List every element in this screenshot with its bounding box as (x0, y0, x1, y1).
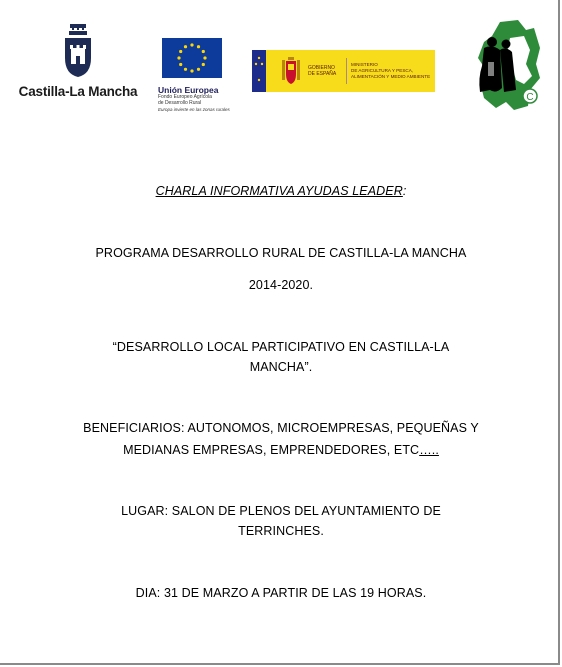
ministerio-line1: MINISTERIO (351, 62, 378, 67)
program-line-2: 2014-2020. (248, 278, 314, 292)
eu-flag-icon (162, 38, 222, 78)
spain-coat-of-arms-icon (280, 56, 302, 86)
lugar-line-1: LUGAR: SALON DE PLENOS DEL AYUNTAMIENTO DE (121, 504, 441, 518)
union-europea-logo (158, 38, 230, 114)
dlp-line-2: MANCHA”. (249, 360, 313, 374)
ministerio-line3: ALIMENTACIÓN Y MEDIO AMBIENTE (351, 74, 431, 79)
beneficiarios-ellipsis: ….. (419, 443, 439, 457)
clm-logo-text: Castilla-La Mancha (18, 84, 138, 99)
group-letter: C (526, 92, 534, 103)
gobierno-text (308, 65, 342, 77)
program-line-1: PROGRAMA DESARROLLO RURAL DE CASTILLA-LA MANCHA (95, 246, 467, 260)
eu-stripe (252, 50, 266, 92)
beneficiarios-line-2 (0, 443, 562, 457)
beneficiarios-line-1: BENEFICIARIOS: AUTONOMOS, MICROEMPRESAS, PEQUEÑAS Y (83, 421, 479, 435)
ministerio-line2: DE AGRICULTURA Y PESCA, (351, 68, 414, 73)
title-text: CHARLA INFORMATIVA AYUDAS LEADER (155, 184, 403, 198)
title-colon: : (402, 184, 407, 198)
eu-motto: Europa invierte en las zonas rurales (158, 107, 230, 112)
logo-divider (346, 58, 347, 84)
castilla-la-mancha-logo (18, 24, 138, 104)
lugar-line-2: TERRINCHES. (238, 524, 324, 538)
ministerio-text (351, 62, 430, 80)
region-figures-icon (470, 18, 542, 113)
local-group-logo (470, 18, 542, 113)
castle-emblem-icon (61, 24, 95, 78)
gobierno-line2: DE ESPAÑA (308, 71, 337, 77)
gobierno-espana-logo (252, 50, 435, 92)
dlp-line-1: “DESARROLLO LOCAL PARTICIPATIVO EN CASTILLA-LA (112, 340, 450, 354)
eu-fund-line1: Fondo Europeo Agrícola (158, 94, 212, 100)
eu-title: Unión Europea (158, 85, 219, 95)
beneficiarios-text: MEDIANAS EMPRESAS, EMPRENDEDORES, ETC (123, 443, 420, 457)
eu-fund-line2: de Desarrollo Rural (158, 99, 202, 106)
gobierno-line1: GOBIERNO (308, 65, 335, 71)
document-title (0, 184, 562, 198)
stars-icon (252, 50, 266, 92)
dia-line: DIA: 31 DE MARZO A PARTIR DE LAS 19 HORAS. (135, 586, 427, 600)
